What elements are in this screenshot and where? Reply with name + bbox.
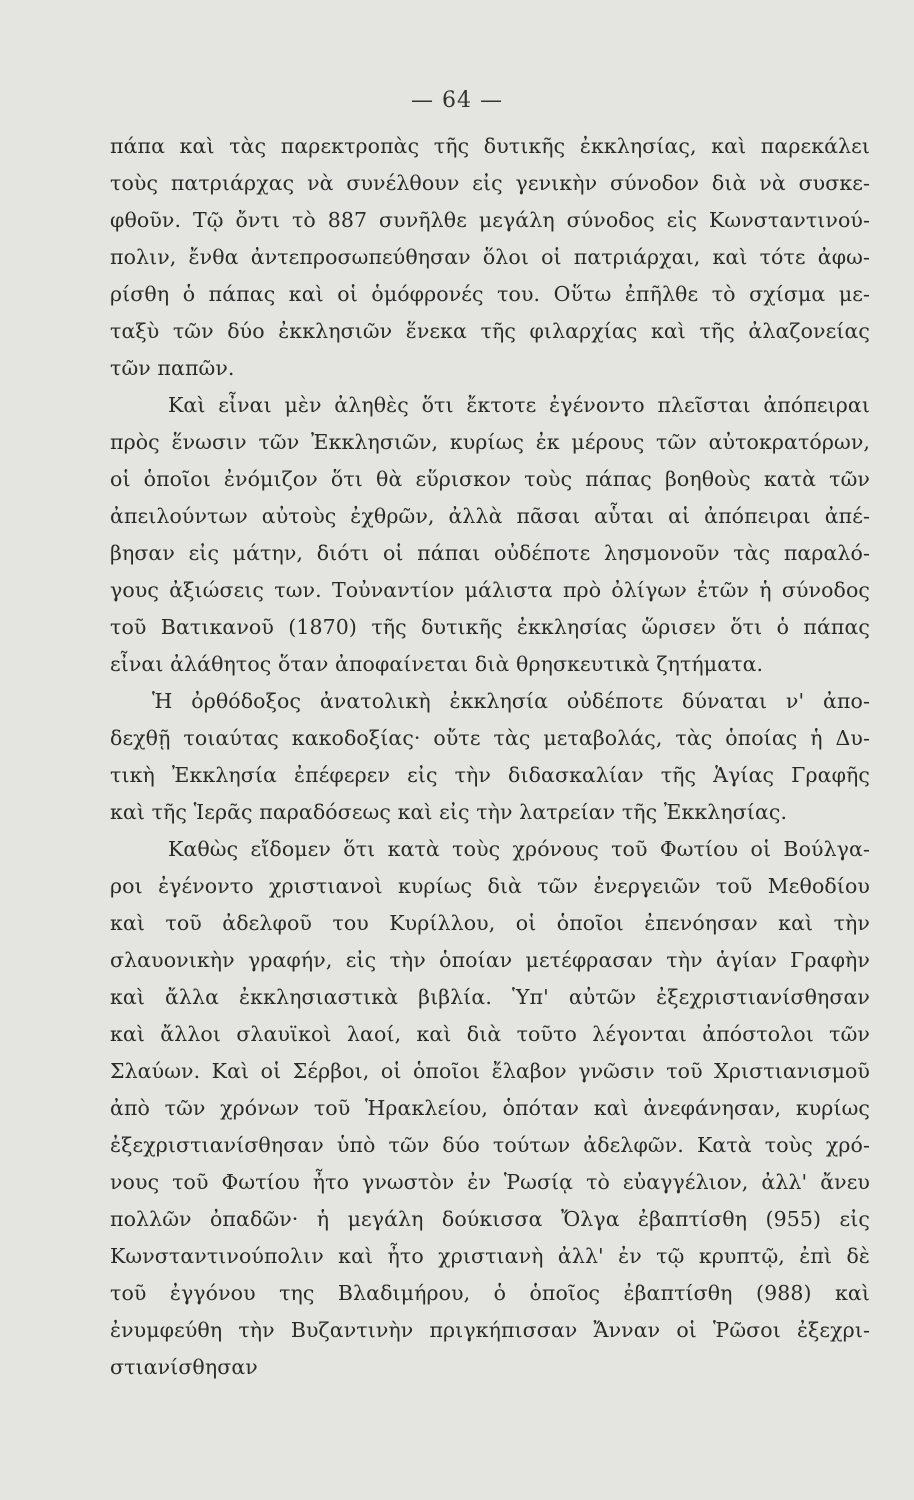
text-line: ταξὺ τῶν δύο ἐκκλησιῶν ἕνεκα τῆς φιλαρχίας καὶ τῆς ἀλαζονείας [110, 319, 870, 343]
text-line: βησαν εἰς μάτην, διότι οἱ πάπαι οὐδέποτε λησμονοῦν τὰς παραλό- [110, 541, 870, 565]
text-line: Σλαύων. Καὶ οἱ Σέρβοι, οἱ ὁποῖοι ἔλαβον γνῶσιν τοῦ Χριστιανισμοῦ [110, 1059, 870, 1083]
text-line: ἀπειλούντων αὐτοὺς ἐχθρῶν, ἀλλὰ πᾶσαι αὗται αἱ ἀπόπειραι ἀπέ- [110, 504, 870, 528]
text-line: οἱ ὁποῖοι ἐνόμιζον ὅτι θὰ εὕρισκον τοὺς πάπας βοηθοὺς κατὰ τῶν [110, 467, 870, 491]
text-line: καὶ ἄλλοι σλαυϊκοὶ λαοί, καὶ διὰ τοῦτο λέγονται ἀπόστολοι τῶν [110, 1022, 870, 1046]
text-line: εἶναι ἀλάθητος ὅταν ἀποφαίνεται διὰ θρησκευτικὰ ζητήματα. [110, 652, 764, 676]
text-line: πάπα καὶ τὰς παρεκτροπὰς τῆς δυτικῆς ἐκκλησίας, καὶ παρεκάλει [110, 134, 870, 158]
paragraph-start: Ἡ ὀρθόδοξος ἀνατολικὴ ἐκκλησία οὐδέποτε δύναται ν' ἀπο- [152, 689, 870, 713]
text-line: καὶ τοῦ ἀδελφοῦ του Κυρίλλου, οἱ ὁποῖοι ἐπενόησαν καὶ τὴν [110, 911, 870, 935]
text-line: δεχθῇ τοιαύτας κακοδοξίας· οὔτε τὰς μεταβολάς, τὰς ὁποίας ἡ Δυ- [110, 726, 870, 750]
text-line: φθοῦν. Τῷ ὄντι τὸ 887 συνῆλθε μεγάλη σύνοδος εἰς Κωνσταντινού- [110, 208, 870, 232]
text-line: ροι ἐγένοντο χριστιανοὶ κυρίως διὰ τῶν ἐνεργειῶν τοῦ Μεθοδίου [110, 874, 870, 898]
paragraph-start: Καὶ εἶναι μὲν ἀληθὲς ὅτι ἔκτοτε ἐγένοντο πλεῖσται ἀπόπειραι [168, 393, 870, 417]
text-line: πολιν, ἔνθα ἀντεπροσωπεύθησαν ὅλοι οἱ πατριάρχαι, καὶ τότε ἀφω- [110, 245, 870, 269]
page-number: — 64 — [411, 88, 503, 113]
text-line: τοῦ Βατικανοῦ (1870) τῆς δυτικῆς ἐκκλησίας ὥρισεν ὅτι ὁ πάπας [110, 615, 870, 639]
paragraph-start: Καθὼς εἴδομεν ὅτι κατὰ τοὺς χρόνους τοῦ Φωτίου οἱ Βούλγα- [168, 837, 870, 861]
text-line: στιανίσθησαν [110, 1355, 258, 1379]
text-line: τῶν παπῶν. [110, 356, 235, 380]
text-line: νους τοῦ Φωτίου ἦτο γνωστὸν ἐν Ῥωσίᾳ τὸ εὐαγγέλιον, ἀλλ' ἄνευ [110, 1170, 870, 1194]
text-line: τοῦ ἐγγόνου της Βλαδιμήρου, ὁ ὁποῖος ἐβαπτίσθη (988) καὶ [110, 1281, 870, 1305]
text-line: πολλῶν ὀπαδῶν· ἡ μεγάλη δούκισσα Ὄλγα ἐβαπτίσθη (955) εἰς [110, 1207, 870, 1231]
text-line: καὶ τῆς Ἱερᾶς παραδόσεως καὶ εἰς τὴν λατρείαν τῆς Ἐκκλησίας. [110, 800, 788, 824]
text-line: καὶ ἄλλα ἐκκλησιαστικὰ βιβλία. Ὑπ' αὐτῶν ἐξεχριστιανίσθησαν [110, 985, 870, 1009]
body-text [110, 128, 870, 1386]
text-line: πρὸς ἕνωσιν τῶν Ἐκκλησιῶν, κυρίως ἐκ μέρους τῶν αὐτοκρατόρων, [110, 430, 870, 454]
text-line: σλαυονικὴν γραφήν, εἰς τὴν ὁποίαν μετέφρασαν τὴν ἁγίαν Γραφὴν [110, 948, 870, 972]
text-line: ρίσθη ὁ πάπας καὶ οἱ ὁμόφρονές του. Οὕτω ἐπῆλθε τὸ σχίσμα με- [110, 282, 870, 306]
text-line: Κωνσταντινούπολιν καὶ ἦτο χριστιανὴ ἀλλ' ἐν τῷ κρυπτῷ, ἐπὶ δὲ [110, 1244, 870, 1268]
text-line: γους ἀξιώσεις των. Τοὐναντίον μάλιστα πρὸ ὀλίγων ἐτῶν ἡ σύνοδος [110, 578, 870, 602]
text-line: τοὺς πατριάρχας νὰ συνέλθουν εἰς γενικὴν σύνοδον διὰ νὰ συσκε- [110, 171, 870, 195]
text-line: ἀπὸ τῶν χρόνων τοῦ Ἡρακλείου, ὁπόταν καὶ ἀνεφάνησαν, κυρίως [110, 1096, 870, 1120]
text-line: τικὴ Ἐκκλησία ἐπέφερεν εἰς τὴν διδασκαλίαν τῆς Ἁγίας Γραφῆς [110, 763, 870, 787]
text-line: ἐξεχριστιανίσθησαν ὑπὸ τῶν δύο τούτων ἀδελφῶν. Κατὰ τοὺς χρό- [110, 1133, 870, 1157]
text-line: ἐνυμφεύθη τὴν Βυζαντινὴν πριγκήπισσαν Ἄνναν οἱ Ῥῶσοι ἐξεχρι- [110, 1318, 870, 1342]
